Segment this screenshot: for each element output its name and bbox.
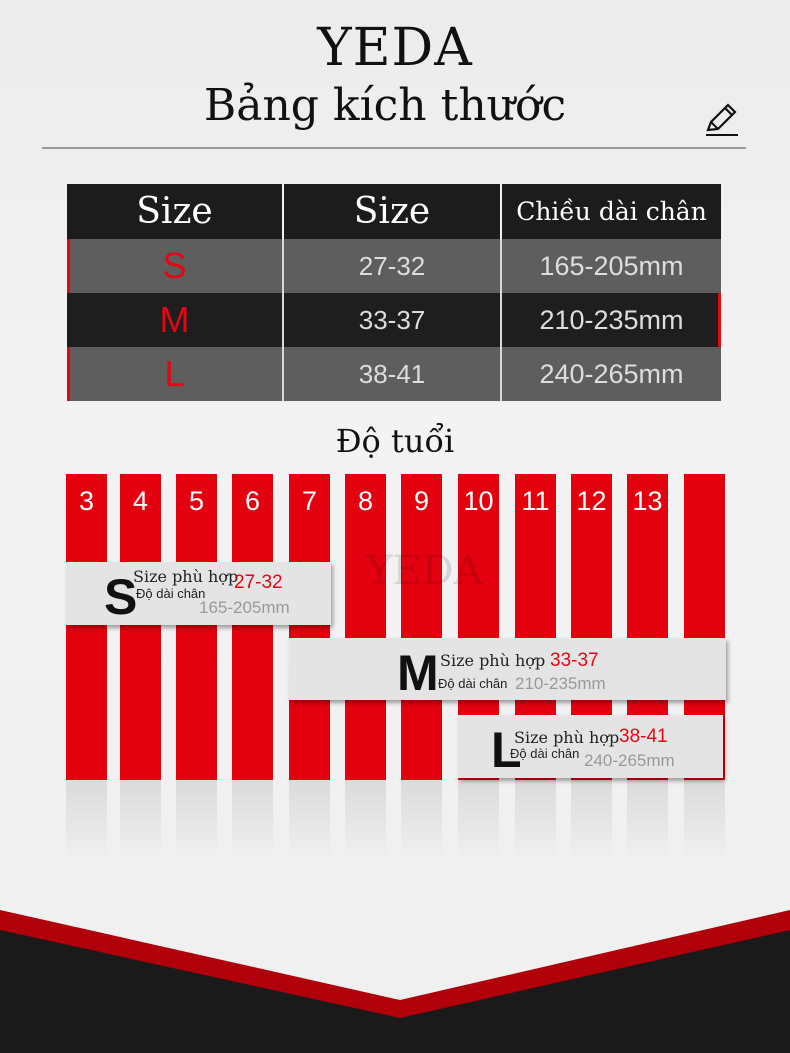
title-divider <box>42 147 746 149</box>
header-leg-length: Chiều dài chân <box>502 184 721 239</box>
size-card-l <box>458 715 723 778</box>
bar-reflection <box>684 780 725 860</box>
bar-reflection <box>66 780 107 860</box>
age-value: 11 <box>521 486 550 516</box>
card-letter: M <box>397 645 439 701</box>
size-letter: M <box>159 299 190 340</box>
card-fit-label: Size phù hợp <box>440 651 546 670</box>
age-value: 6 <box>244 486 261 516</box>
size-card-m <box>289 638 726 700</box>
age-bar <box>289 474 330 780</box>
pencil-edit-icon[interactable] <box>702 100 740 138</box>
age-value: 12 <box>576 486 607 516</box>
size-letter: S <box>162 245 187 286</box>
age-value: 7 <box>301 486 318 516</box>
size-range: 38-41 <box>358 358 426 389</box>
table-row <box>67 347 721 401</box>
size-letter: L <box>164 353 185 394</box>
row-accent <box>67 239 70 293</box>
bar-reflection <box>176 780 217 860</box>
size-range: 27-32 <box>358 250 426 281</box>
card-size-range: 33-37 <box>550 650 599 671</box>
age-bar <box>66 474 107 780</box>
age-bar <box>176 474 217 780</box>
card-length-label: Độ dài chân <box>438 676 508 691</box>
header-size-range: Size <box>284 184 502 239</box>
brand-title: YEDA <box>317 18 473 78</box>
card-length-label: Độ dài chân <box>510 746 580 761</box>
age-title: Độ tuổi <box>335 422 455 460</box>
bar-reflection <box>627 780 668 860</box>
leg-length: 210-235mm <box>539 304 684 335</box>
age-value: 8 <box>357 486 374 516</box>
age-bar <box>232 474 273 780</box>
page-title: Bảng kích thước <box>203 80 567 131</box>
bar-reflection <box>571 780 612 860</box>
table-header-row <box>67 184 721 239</box>
table-row <box>67 293 721 347</box>
bar-reflection <box>458 780 499 860</box>
card-fit-label: Size phù hợp <box>133 567 239 586</box>
bar-reflection <box>515 780 556 860</box>
size-range: 33-37 <box>358 304 426 335</box>
age-bar <box>120 474 161 780</box>
age-value: 5 <box>188 486 205 516</box>
age-value: 4 <box>132 486 149 516</box>
card-leg-length: 165-205mm <box>199 598 290 617</box>
bar-reflection <box>120 780 161 860</box>
age-value: 13 <box>632 486 663 516</box>
card-length-label: Độ dài chân <box>136 586 206 601</box>
bottom-chevron-decoration <box>0 900 790 1053</box>
card-size-range: 38-41 <box>619 726 668 747</box>
age-bar <box>345 474 386 780</box>
age-value: 3 <box>78 486 95 516</box>
size-table <box>67 184 721 401</box>
leg-length: 240-265mm <box>539 358 684 389</box>
age-bar <box>401 474 442 780</box>
card-leg-length: 210-235mm <box>515 674 606 693</box>
bar-reflection <box>401 780 442 860</box>
header-size: Size <box>67 184 284 239</box>
card-letter: L <box>491 722 522 778</box>
size-card-s <box>66 562 331 625</box>
bar-reflection <box>232 780 273 860</box>
table-row <box>67 239 721 293</box>
leg-length: 165-205mm <box>539 250 684 281</box>
row-accent <box>67 347 70 401</box>
card-leg-length: 240-265mm <box>584 751 675 770</box>
row-accent <box>718 293 721 347</box>
card-fit-label: Size phù hợp <box>514 728 620 747</box>
watermark: YEDA <box>366 548 483 594</box>
card-size-range: 27-32 <box>234 572 283 593</box>
age-value: 10 <box>463 486 494 516</box>
bar-reflection <box>289 780 330 860</box>
age-value: 9 <box>413 486 430 516</box>
bar-reflection <box>345 780 386 860</box>
card-letter: S <box>104 569 138 625</box>
